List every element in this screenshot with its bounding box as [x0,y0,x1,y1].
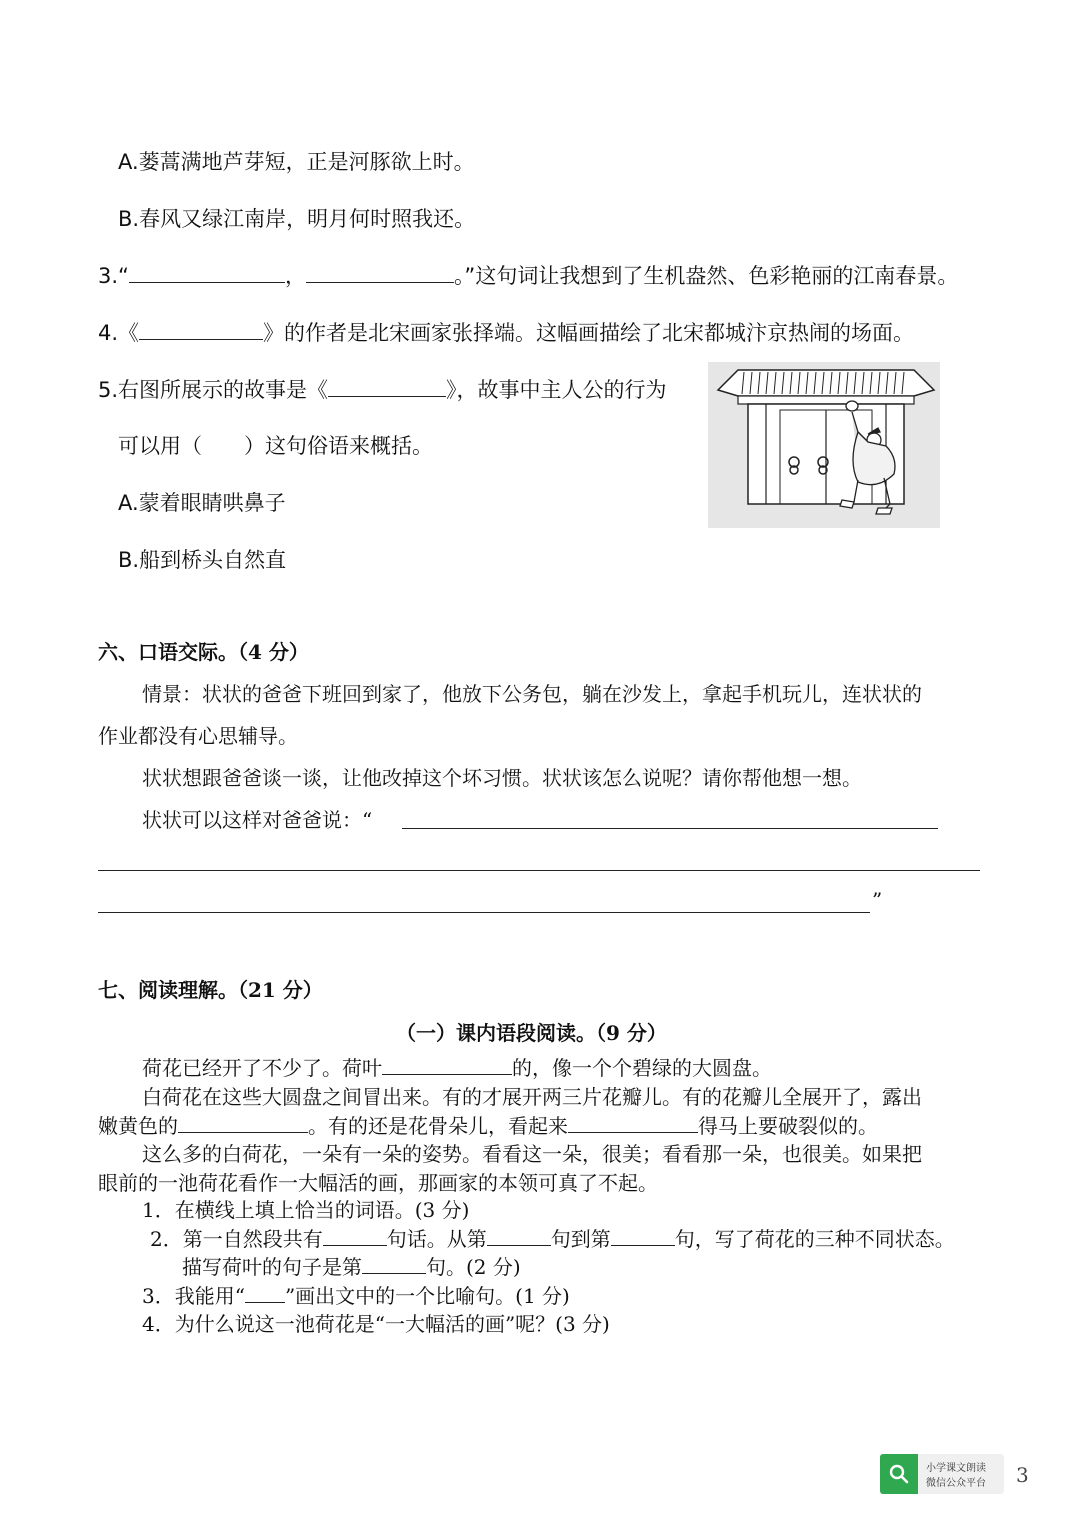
q4-number: 4. [98,321,119,345]
answer-line-2[interactable] [98,870,980,871]
reading-question-3 [142,1280,570,1309]
q4-close: 》 [263,321,285,345]
rq3-text-a: 3．我能用“ [142,1284,245,1308]
q3-number: 3. [98,264,119,288]
rq2-text-e: 描写荷叶的句子是第 [182,1255,362,1279]
passage-para-3-line-2: 眼前的一池荷花看作一大幅活的画，那画家的本领可真了不起。 [98,1171,658,1195]
section-6-title: 六、口语交际。（4 分） [98,640,309,664]
logo-line-2: 微信公众平台 [926,1478,986,1489]
reading-question-2-line-2 [182,1251,521,1280]
q5-blank[interactable] [328,374,446,397]
closing-quote: ” [872,888,883,912]
story-illustration [708,362,940,528]
reading-question-2 [150,1223,955,1252]
para2-text-a: 嫩黄色的 [98,1114,178,1138]
passage-para-2-line-1: 白荷花在这些大圆盘之间冒出来。有的才展开两三片花瓣儿。有的花瓣儿全展开了，露出 [142,1085,922,1109]
passage-para-3-line-1: 这么多的白荷花，一朵有一朵的姿势。看看这一朵，很美；看看那一朵，也很美。如果把 [142,1142,922,1166]
q3-blank-2[interactable] [306,260,454,283]
section-6-scene-line-1: 情景：状状的爸爸下班回到家了，他放下公务包，躺在沙发上，拿起手机玩儿，连状状的 [142,682,922,706]
q3-open-quote: “ [118,264,129,288]
section-7-title: 七、阅读理解。（21 分） [98,978,323,1002]
reading-question-1: 1．在横线上填上恰当的词语。(3 分) [142,1198,470,1222]
rq3-wavy-mark [245,1280,285,1303]
passage-para-1 [142,1052,772,1081]
q4-open: 《 [118,321,140,345]
para1-text-a: 荷花已经开了不少了。荷叶 [142,1056,382,1080]
rq2-text-c: 句到第 [550,1227,611,1251]
section-6-answer-lead: 状状可以这样对爸爸说：“ [142,808,373,832]
q2-option-b: B.春风又绿江南岸，明月何时照我还。 [118,207,476,231]
section-7-subtitle: （一）课内语段阅读。（9 分） [396,1021,667,1045]
rq2-text-b: 句话。从第 [386,1227,487,1251]
answer-line-3[interactable] [98,912,870,913]
reading-question-4: 4．为什么说这一池荷花是“一大幅活的画”呢？(3 分) [142,1312,610,1336]
q2-option-a: A.蒌蒿满地芦芽短，正是河豚欲上时。 [118,150,475,174]
para1-blank[interactable] [382,1052,512,1075]
search-icon [880,1454,918,1494]
section-6-prompt: 状状想跟爸爸谈一谈，让他改掉这个坏习惯。状状该怎么说呢？请你帮他想一想。 [142,766,862,790]
q3-blank-1[interactable] [129,260,285,283]
para1-text-b: 的，像一个个碧绿的大圆盘。 [512,1056,772,1080]
para2-text-b: 。有的还是花骨朵儿，看起来 [308,1114,568,1138]
rq2-blank-2[interactable] [487,1223,551,1246]
para2-blank-2[interactable] [568,1110,698,1133]
q4-blank[interactable] [139,317,263,340]
para2-blank-1[interactable] [178,1110,308,1133]
rq2-blank-1[interactable] [323,1223,387,1246]
question-5-line-1 [98,374,667,404]
q3-close: 。” [453,264,476,288]
logo-line-1: 小学课文朗读 [926,1463,986,1474]
para2-text-c: 得马上要破裂似的。 [698,1114,878,1138]
q5-option-b: B.船到桥头自然直 [118,548,287,572]
page-number: 3 [1016,1463,1029,1487]
q5-option-a: A.蒙着眼睛哄鼻子 [118,491,286,515]
question-4 [98,317,914,347]
gate-roof [718,370,934,404]
rq2-blank-3[interactable] [611,1223,675,1246]
section-6-scene-line-2: 作业都没有心思辅导。 [98,724,298,748]
wechat-platform-logo [880,1454,1004,1494]
rq2-text-d: 句，写了荷花的三种不同状态。 [674,1227,955,1251]
q3-text: 这句词让我想到了生机盎然、色彩艳丽的江南春景。 [475,264,959,288]
answer-line-1[interactable] [402,828,938,829]
passage-para-2-line-2 [98,1110,878,1139]
rq3-text-b: ”画出文中的一个比喻句。(1 分) [284,1284,570,1308]
rq2-text-f: 句。(2 分) [426,1255,521,1279]
q5-line1-pre: 5.右图所展示的故事是《 [98,378,329,402]
q3-comma: ， [284,264,306,288]
q5-line-2: 可以用（ ）这句俗语来概括。 [118,434,433,458]
rq2-blank-4[interactable] [362,1251,426,1274]
q4-text: 的作者是北宋画家张择端。这幅画描绘了北宋都城汴京热闹的场面。 [284,321,915,345]
rq2-text-a: 2．第一自然段共有 [150,1227,323,1251]
question-3 [98,260,958,290]
q5-line1-post: 》，故事中主人公的行为 [446,378,667,402]
